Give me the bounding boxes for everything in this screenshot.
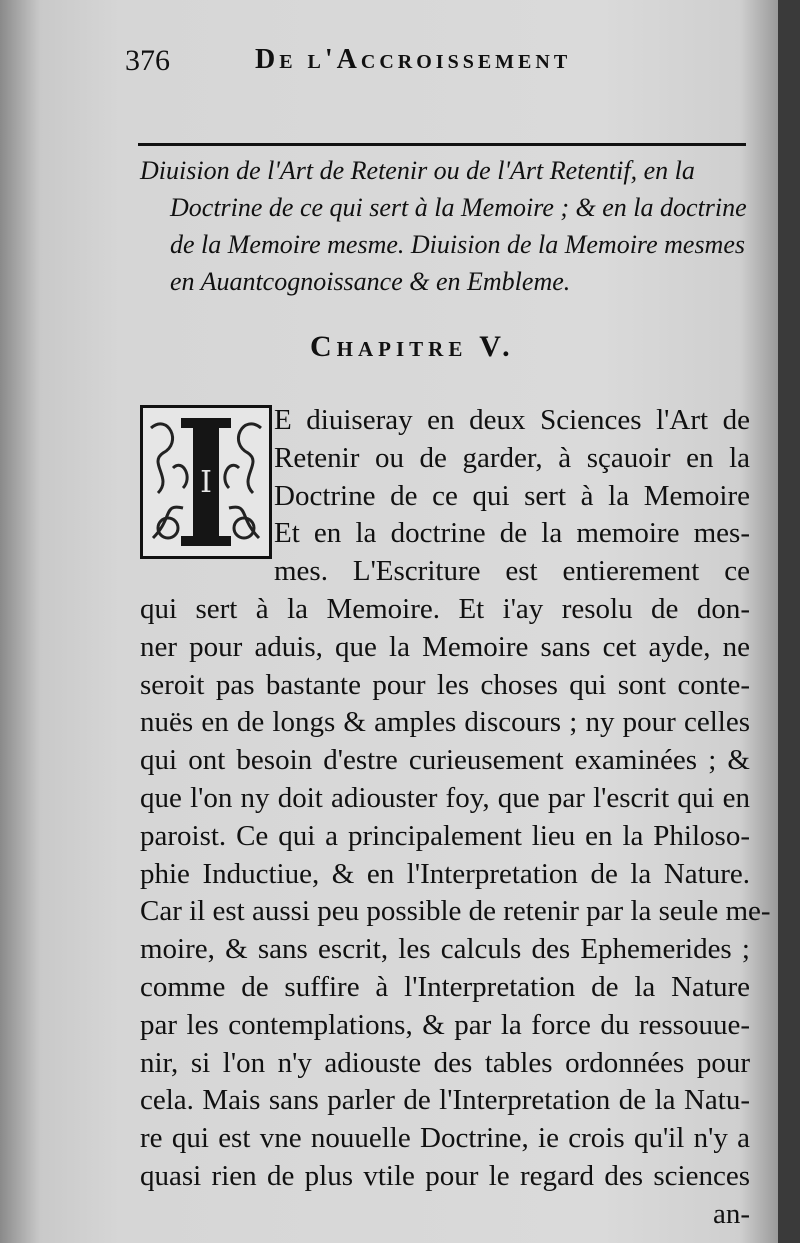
text-line: Doctrine de ce qui sert à la Memoire	[274, 479, 750, 512]
text-line: nir, si l'on n'y adiouste des tables ordonnées pour	[140, 1046, 750, 1079]
text-line: Et en la doctrine de la memoire mes-	[274, 517, 750, 550]
page-number: 376	[125, 44, 170, 77]
text-line: moire, & sans escrit, les calculs des Ephemerides ;	[140, 933, 750, 966]
chapter-title: Chapitre V.	[310, 330, 515, 363]
text-line: Car il est aussi peu possible de retenir par la seule me-	[140, 895, 771, 928]
text-line: seroit pas bastante pour les choses qui sont conte-	[140, 668, 750, 701]
text-line: ner pour aduis, que la Memoire sans cet ayde, ne	[140, 630, 750, 663]
running-head: De l'Accroissement	[255, 44, 572, 75]
summary-line: de la Memoire mesme. Diuision de la Memoire mesmes	[170, 230, 745, 259]
text-line: nuës en de longs & amples discours ; ny pour celles	[140, 706, 750, 739]
text-line: phie Inductiue, & en l'Interpretation de la Nature.	[140, 857, 750, 890]
header-rule	[138, 143, 746, 146]
text-line: qui sert à la Memoire. Et i'ay resolu de don-	[140, 592, 750, 625]
summary-line: Diuision de l'Art de Retenir ou de l'Art Retentif, en la	[140, 156, 695, 185]
text-line: qui ont besoin d'estre curieusement examinées ; &	[140, 744, 750, 777]
text-line: quasi rien de plus vtile pour le regard des sciences	[140, 1159, 750, 1192]
page-header	[125, 36, 765, 86]
catchword: an-	[712, 1197, 750, 1230]
text-line: Retenir ou de garder, à sçauoir en la	[274, 441, 750, 474]
text-line: E diuiseray en deux Sciences l'Art de	[274, 404, 750, 436]
chapter-summary	[140, 152, 750, 300]
text-line: que l'on ny doit adiouster foy, que par l'escrit qui en	[140, 781, 750, 814]
dropcap-letter: I	[200, 465, 212, 500]
text-line: re qui est vne nouuelle Doctrine, ie crois qu'il n'y a	[140, 1122, 750, 1155]
summary-line: Doctrine de ce qui sert à la Memoire ; & en la doctrine	[170, 193, 747, 222]
body-text	[140, 402, 771, 1234]
text-line: comme de suffire à l'Interpretation de la Nature	[140, 970, 750, 1003]
text-line: cela. Mais sans parler de l'Interpretation de la Natu-	[140, 1084, 750, 1117]
text-line: mes. L'Escriture est entierement ce	[274, 555, 750, 588]
text-line: paroist. Ce qui a principalement lieu en la Philoso-	[140, 819, 750, 852]
summary-line: en Auantcognoissance & en Embleme.	[170, 267, 571, 296]
text-line: par les contemplations, & par la force du ressouue-	[140, 1008, 750, 1041]
